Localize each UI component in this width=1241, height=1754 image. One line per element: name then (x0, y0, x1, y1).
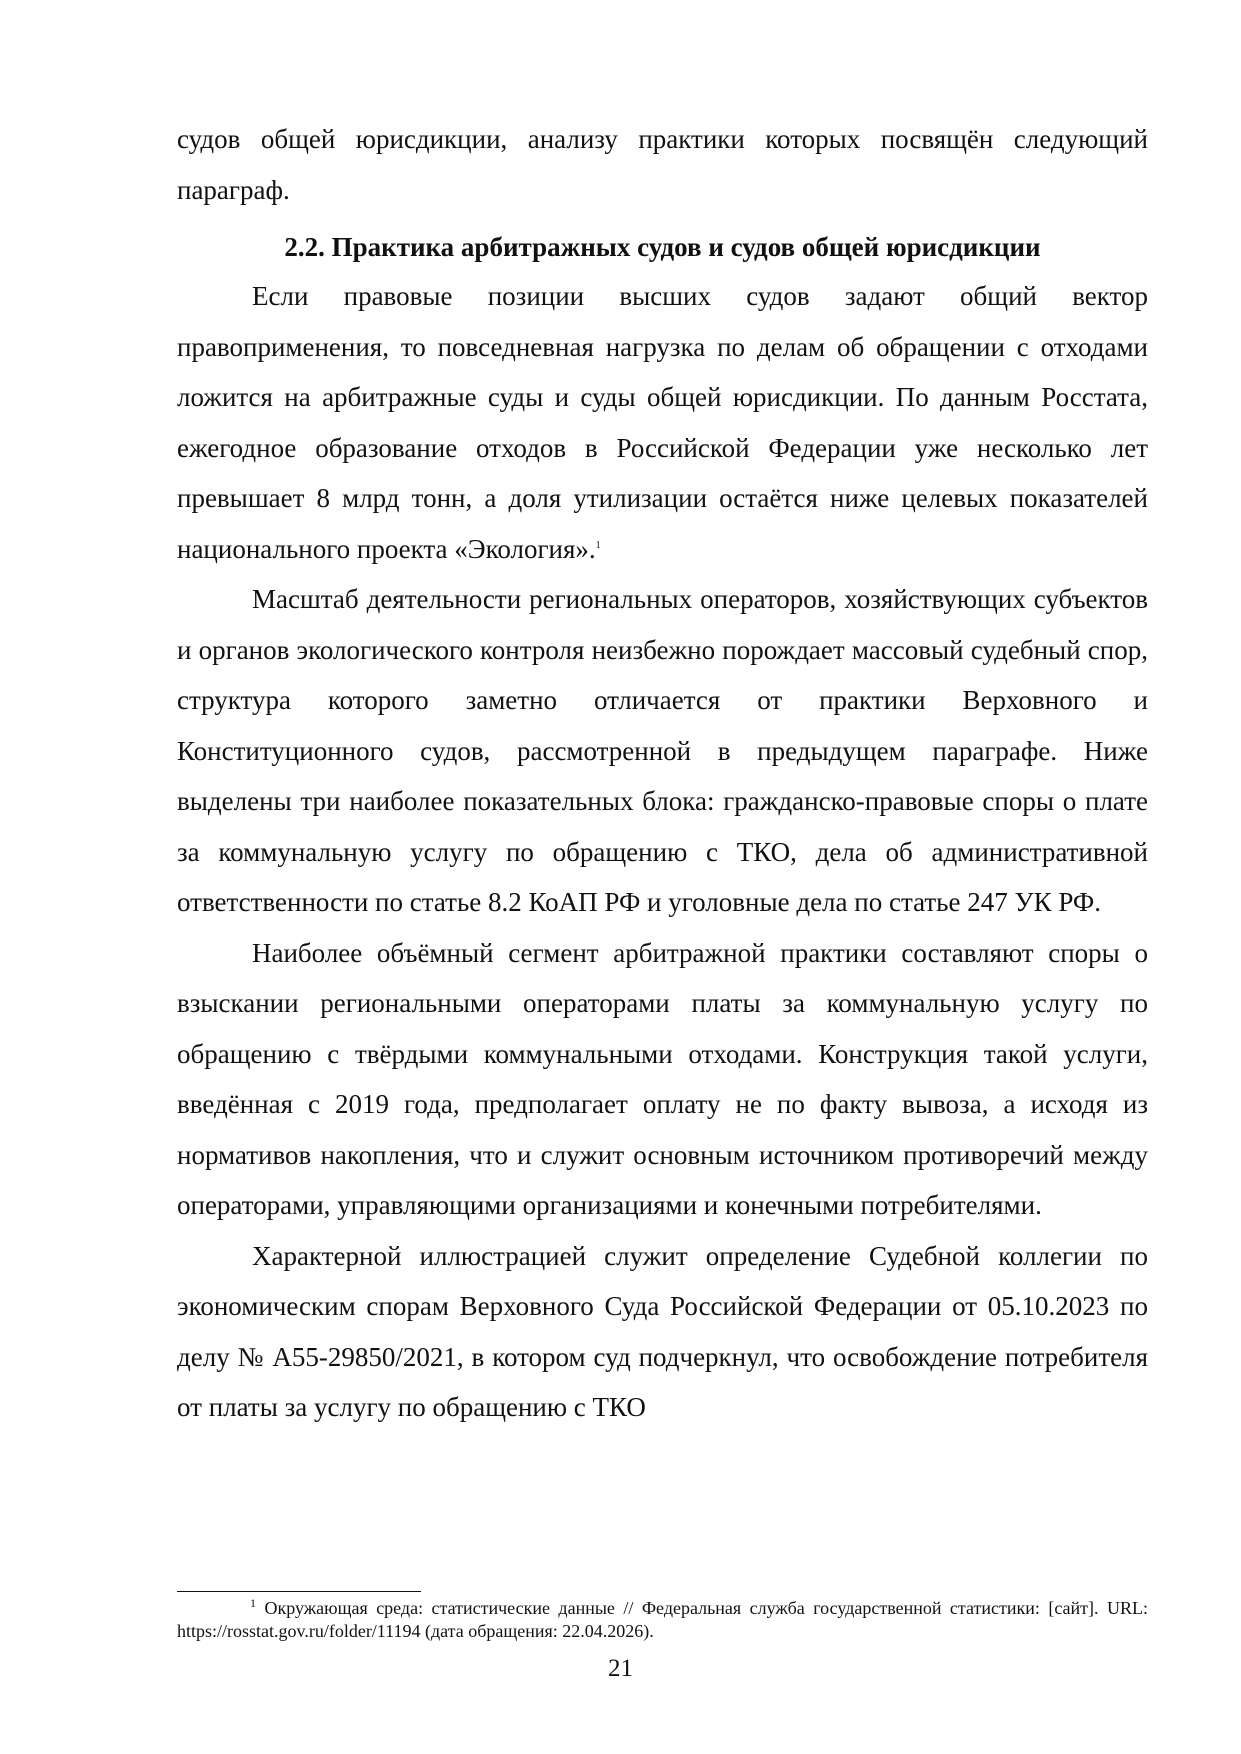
paragraph-3: Наиболее объёмный сегмент арбитражной практики составляют споры о взыскании региональными операторами платы за коммунальную услугу по обращению с твёрдыми коммунальными отходами. Конструкция такой услуги, введённая с 2019 года, предполагает оплату не по факту вывоза, а исходя из нормативов накопления, что и служит основным источником противоречий между операторами, управляющими организациями и конечными потребителями. (177, 937, 1148, 1220)
lead-paragraph: судов общей юрисдикции, анализу практики которых посвящён следующий параграф. (177, 124, 1148, 205)
footnote (177, 1597, 1148, 1643)
paragraph-1 (177, 271, 1148, 574)
paragraph-1-text: Если правовые позиции высших судов задают общий вектор правоприменения, то повседневная нагрузка по делам об обращении с отходами ложится на арбитражные суды и суды общей юрисдикции. По данным Росстата, ежегодное образование отходов в Российской Федерации уже несколько лет превышает 8 млрд тонн, а доля утилизации остаётся ниже целевых показателей национального проекта «Экология». (177, 281, 1148, 564)
footnote-text: Окружающая среда: статистические данные // Федеральная служба государственной статистики: [сайт]. URL: https://rosstat.gov.ru/folder/11194 (дата обращения: 22.04.2026). (177, 1598, 1148, 1641)
paragraph-2: Масштаб деятельности региональных операторов, хозяйствующих субъектов и органов экологического контроля неизбежно порождает массовый судебный спор, структура которого заметно отличается от практики Верховного и Конституционного судов, рассмотренной в предыдущем параграфе. Ниже выделены три наиболее показательных блока: гражданско-правовые споры о плате за коммунальную услугу по обращению с ТКО, дела об административной ответственности по статье 8.2 КоАП РФ и уголовные дела по статье 247 УК РФ. (177, 584, 1148, 917)
page-body (177, 114, 1148, 1433)
footnote-separator (177, 1591, 421, 1592)
paragraph-4: Характерной иллюстрацией служит определение Судебной коллегии по экономическим спорам Верховного Суда Российской Федерации от 05.10.2023 по делу № А55-29850/2021, в котором суд подчеркнул, что освобождение потребителя от платы за услугу по обращению с ТКО (177, 1240, 1148, 1422)
section-heading: 2.2. Практика арбитражных судов и судов общей юрисдикции (284, 232, 1041, 262)
page-number: 21 (608, 1655, 633, 1682)
footnote-marker: 1 (250, 1596, 256, 1610)
footnote-reference[interactable]: 1 (595, 539, 601, 551)
